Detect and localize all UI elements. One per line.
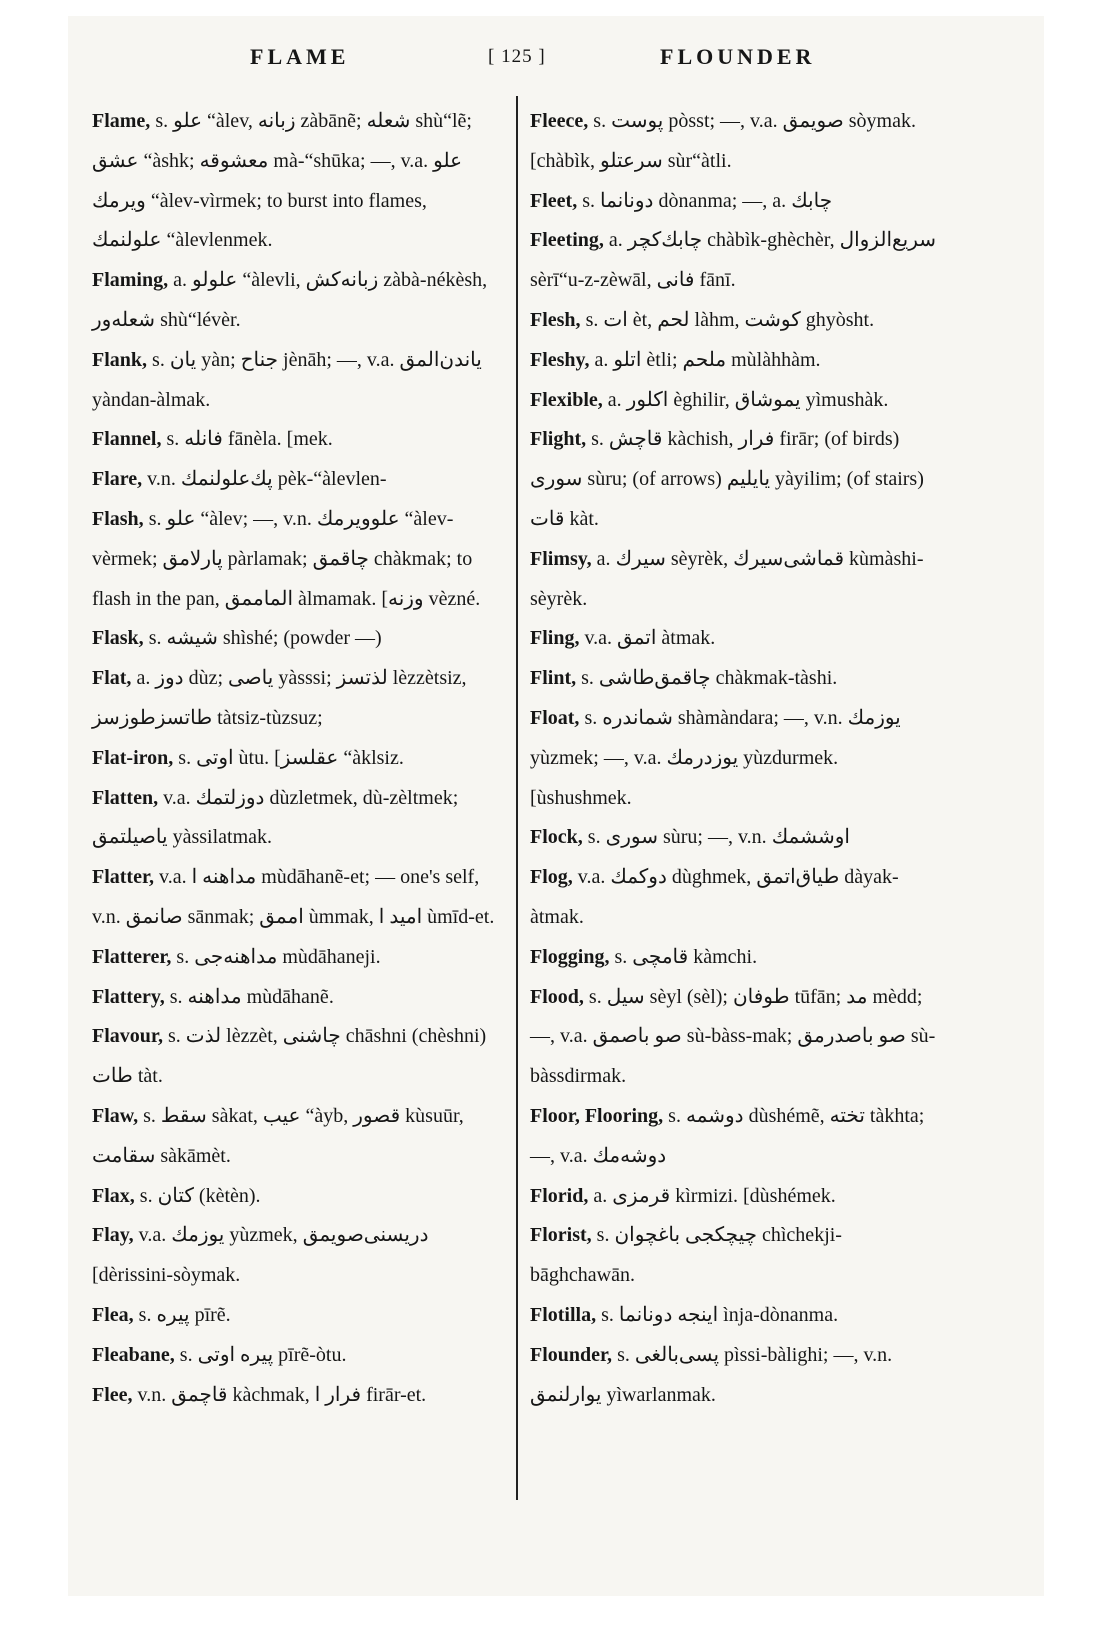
entry-text: a. چابك‌كچر chàbìk-ghèchèr, سریع‌الزوال sèrī“u-z-zèwāl, فانی fānī.	[530, 229, 937, 292]
entry-text: s. پوست pòsst; —, v.a. صویمق sòymak. [chàbìk, سرعتلو sùr“àtli.	[530, 110, 916, 172]
entry-headword: Flattery,	[92, 985, 165, 1008]
dictionary-entry	[530, 858, 940, 938]
entry-text: s. شیشه shìshé; (powder —)	[148, 627, 382, 650]
entry-headword: Flogging,	[530, 945, 610, 968]
entry-text: v.n. قاچمق kàchmak, فرار ا firār-et.	[137, 1383, 427, 1406]
dictionary-entry	[92, 659, 500, 739]
entry-text: a. اتلو ètli; ملحم mùlàhhàm.	[594, 348, 821, 371]
entry-headword: Flood,	[530, 985, 584, 1008]
entry-headword: Florist,	[530, 1224, 592, 1247]
dictionary-entry	[92, 1216, 500, 1296]
dictionary-entry	[530, 381, 940, 421]
dictionary-entry	[92, 341, 500, 421]
dictionary-entry	[530, 1336, 940, 1416]
entry-text: s. كتان (kètèn).	[139, 1184, 261, 1207]
entry-headword: Flea,	[92, 1303, 134, 1326]
dictionary-entry	[92, 779, 500, 859]
dictionary-entry	[530, 540, 940, 620]
entry-headword: Fling,	[530, 627, 580, 650]
entry-headword: Flatter,	[92, 866, 155, 889]
entry-headword: Float,	[530, 706, 580, 729]
entry-text: s. چاقمق‌طاشی chàkmak-tàshi.	[581, 667, 838, 690]
entry-text: a. سیرك sèyrèk, قماشی‌سیرك kùmàshi-sèyrèk.	[530, 547, 924, 610]
entry-text: s. اینجه دونانما ìnja-dònanma.	[601, 1303, 839, 1326]
header-left-word: FLAME	[250, 44, 350, 69]
entry-headword: Flee,	[92, 1383, 133, 1406]
entry-text: v.a. دوكمك dùghmek, طیاق‌اتمق dàyak-àtmak.	[530, 866, 899, 928]
dictionary-entry	[92, 739, 500, 779]
dictionary-entry	[92, 420, 500, 460]
entry-headword: Flexible,	[530, 388, 603, 411]
entry-text: s. دونانما dònanma; —, a. چابك	[582, 189, 833, 212]
entry-headword: Flat-iron,	[92, 746, 174, 769]
entry-text: v.n. پك‌علولنمك pèk-“àlevlen-	[147, 468, 387, 491]
dictionary-entry	[92, 500, 500, 619]
entry-text: s. سقط sàkat, عیب “àyb, قصور kùsuūr, سقامت sàkāmèt.	[92, 1104, 464, 1167]
dictionary-entry	[92, 858, 500, 938]
column-divider	[516, 96, 518, 1500]
right-column	[530, 102, 940, 1415]
entry-text: s. مداهنه mùdāhanẽ.	[169, 985, 334, 1008]
left-column	[92, 102, 500, 1415]
entry-headword: Flavour,	[92, 1025, 163, 1048]
entry-headword: Flay,	[92, 1224, 134, 1247]
dictionary-entry	[530, 818, 940, 858]
entry-text: s. اوتی ùtu. [عقلسز “àklsiz.	[178, 746, 404, 769]
entry-headword: Flog,	[530, 866, 573, 889]
entry-headword: Flight,	[530, 428, 587, 451]
entry-text: v.a. دوزلتمك dùzletmek, dù-zèltmek; یاصیلتمق yàssilatmak.	[92, 786, 459, 849]
dictionary-entry	[530, 699, 940, 818]
dictionary-entry	[530, 1216, 940, 1296]
dictionary-entry	[530, 420, 940, 539]
entry-headword: Flannel,	[92, 428, 162, 451]
dictionary-entry	[530, 659, 940, 699]
dictionary-entry	[92, 102, 500, 261]
entry-headword: Flatterer,	[92, 945, 172, 968]
entry-text: s. مداهنه‌جی mùdāhaneji.	[176, 945, 381, 968]
dictionary-entry	[92, 1296, 500, 1336]
entry-headword: Flask,	[92, 627, 144, 650]
entry-headword: Flotilla,	[530, 1303, 597, 1326]
dictionary-entry	[92, 1336, 500, 1376]
running-head	[0, 44, 1115, 78]
entry-headword: Flat,	[92, 667, 132, 690]
entry-headword: Floor, Flooring,	[530, 1104, 664, 1127]
entry-headword: Flash,	[92, 507, 144, 530]
dictionary-entry	[530, 221, 940, 301]
entry-text: s. قاچش kàchish, فرار firār; (of birds) سورى sùru; (of arrows) یایلیم yàyilim; (of stairs) قات kàt.	[530, 428, 924, 530]
entry-text: a. علولو “àlevli, زبانه‌كش zàbà-nékèsh, شعله‌ور shù“lévèr.	[92, 269, 488, 331]
dictionary-entry	[92, 460, 500, 500]
entry-text: s. فانله fānèla. [mek.	[166, 428, 333, 451]
entry-text: s. ات èt, لحم làhm, كوشت ghyòsht.	[585, 308, 875, 331]
entry-headword: Fleet,	[530, 189, 578, 212]
header-right-word: FLOUNDER	[660, 44, 816, 69]
entry-text: s. قامچی kàmchi.	[614, 945, 758, 968]
entry-text: s. لذت lèzzèt, چاشنی chāshni (chèshni) طات tàt.	[92, 1025, 487, 1088]
entry-headword: Flounder,	[530, 1343, 613, 1366]
entry-headword: Flatten,	[92, 786, 159, 809]
entry-text: s. دوشمه dùshémẽ, تخته tàkhta; —, v.a. دوشه‌مك	[530, 1104, 925, 1167]
entry-headword: Fleshy,	[530, 348, 590, 371]
entry-headword: Flank,	[92, 348, 148, 371]
dictionary-entry	[92, 1097, 500, 1177]
dictionary-entry	[530, 619, 940, 659]
entry-headword: Flaw,	[92, 1104, 139, 1127]
entry-headword: Fleece,	[530, 110, 589, 132]
entry-headword: Flame,	[92, 110, 151, 132]
dictionary-entry	[92, 978, 500, 1018]
entry-text: a. اكلور èghilir, یموشاق yìmushàk.	[607, 388, 889, 411]
entry-text: s. چیچكجی باغچوان chìchekji-bāghchawān.	[530, 1224, 842, 1287]
dictionary-entry	[530, 1177, 940, 1217]
dictionary-entry	[530, 341, 940, 381]
dictionary-entry	[530, 978, 940, 1097]
entry-headword: Flare,	[92, 468, 143, 491]
entry-text: s. علو “àlev; —, v.n. علوویرمك “àlev-vèrmek; پارلامق pàrlamak; چاقمق chàkmak; to flash in the pan, الماممق àlmamak. [وزنه vèzné.	[92, 507, 481, 610]
dictionary-entry	[92, 261, 500, 341]
dictionary-entry	[92, 938, 500, 978]
entry-headword: Florid,	[530, 1184, 589, 1207]
entry-text: s. پیره pīrẽ.	[138, 1303, 231, 1326]
entry-text: v.a. مداهنه ا mùdāhanẽ-et; — one's self, v.n. صانمق sānmak; اممق ùmmak, امید ا ùmīd-et.	[92, 866, 495, 928]
page-number: [ 125 ]	[488, 46, 546, 67]
entry-text: s. پیره اوتی pīrẽ-òtu.	[179, 1343, 347, 1366]
dictionary-entry	[92, 619, 500, 659]
entry-headword: Flimsy,	[530, 547, 592, 570]
dictionary-entry	[530, 102, 940, 182]
dictionary-entry	[530, 1097, 940, 1177]
entry-headword: Fleabane,	[92, 1343, 175, 1366]
dictionary-entry	[530, 938, 940, 978]
entry-headword: Flax,	[92, 1184, 135, 1207]
entry-text: s. علو “àlev, زبانه zàbānẽ; شعله shù“lẽ; عشق “àshk; معشوقه mà-“shūka; —, v.a. علو ویرمك “àlev-vìrmek; to burst into flames, علولنمك “àlevlenmek.	[92, 110, 472, 252]
entry-headword: Flaming,	[92, 269, 169, 292]
entry-headword: Flint,	[530, 667, 577, 690]
entry-headword: Flock,	[530, 826, 583, 849]
dictionary-entry	[92, 1177, 500, 1217]
entry-text: v.a. اتمق àtmak.	[584, 627, 716, 650]
entry-text: a. قرمزی kìrmizi. [dùshémek.	[593, 1184, 836, 1207]
dictionary-entry	[530, 301, 940, 341]
entry-text: s. سیل sèyl (sèl); طوفان tūfān; مد mèdd; —, v.a. صو باصمق sù-bàss-mak; صو باصدرمق sù-bàssdirmak.	[530, 985, 936, 1088]
entry-headword: Flesh,	[530, 308, 581, 331]
entry-text: a. دوز dùz; یاصی yàsssi; لذتسز lèzzètsiz, طاتسز‌طوزسز tàtsiz-tùzsuz;	[92, 667, 467, 729]
dictionary-entry	[92, 1376, 500, 1416]
dictionary-entry	[530, 182, 940, 222]
entry-text: s. شماندره shàmàndara; —, v.n. یوزمك yùzmek; —, v.a. یوزدرمك yùzdurmek. [ùshushmek.	[530, 706, 901, 809]
entry-text: s. یان yàn; جناح jènāh; —, v.a. یاندن‌المق yàndan-àlmak.	[92, 348, 482, 411]
entry-text: s. سورى sùru; —, v.n. اوششمك	[587, 826, 850, 849]
entry-headword: Fleeting,	[530, 229, 604, 252]
entry-text: s. پسی‌بالغی pìssi-bàlighi; —, v.n. یوارلنمق yìwarlanmak.	[530, 1343, 893, 1406]
dictionary-entry	[530, 1296, 940, 1336]
entry-text: v.a. یوزمك yùzmek, دریسنی‌صویمق [dèrissini-sòymak.	[92, 1224, 429, 1287]
dictionary-entry	[92, 1017, 500, 1097]
